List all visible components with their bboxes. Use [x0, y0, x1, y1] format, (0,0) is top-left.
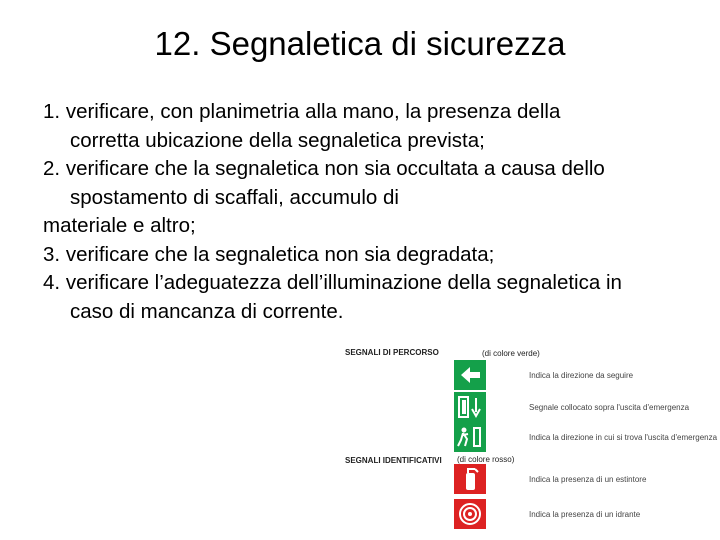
- item-text-continued: corretta ubicazione della segnaletica prevista;: [70, 128, 485, 152]
- group-title-identification-signs: SEGNALI IDENTIFICATIVI: [345, 456, 442, 465]
- sign-description: Indica la direzione da seguire: [529, 371, 634, 380]
- exit-direction-sign-icon: [454, 422, 486, 452]
- group-note-green: (di colore verde): [482, 349, 540, 358]
- item-number: 2.: [43, 157, 61, 180]
- item-number: 1.: [43, 100, 61, 123]
- sign-description: Indica la direzione in cui si trova l'uscita d'emergenza: [529, 433, 718, 442]
- instruction-list: [43, 98, 683, 326]
- item-text: verificare l’adeguatezza dell’illuminazione della segnaletica in: [65, 271, 622, 294]
- fire-hydrant-sign-icon: [454, 499, 486, 529]
- sign-description: Indica la presenza di un estintore: [529, 475, 647, 484]
- item-number: 3.: [43, 242, 61, 266]
- sign-description: Indica la presenza di un idrante: [529, 510, 641, 519]
- item-text: verificare, con planimetria alla mano, la presenza della: [65, 100, 561, 123]
- plain-line: materiale e altro;: [43, 214, 196, 237]
- emergency-exit-sign-icon: [454, 392, 486, 422]
- fire-extinguisher-sign-icon: [454, 464, 486, 494]
- item-text-continued: spostamento di scaffali, accumulo di: [70, 185, 399, 209]
- safety-signs-legend: [345, 344, 718, 534]
- arrow-left-sign-icon: [454, 360, 486, 390]
- slide-title: 12. Segnaletica di sicurezza: [154, 25, 566, 62]
- item-text-continued: caso di mancanza di corrente.: [70, 299, 344, 323]
- list-item: [43, 155, 683, 212]
- list-item: [43, 269, 683, 326]
- list-item: [43, 98, 683, 155]
- item-text: verificare che la segnaletica non sia degradata;: [65, 242, 495, 266]
- group-title-path-signs: SEGNALI DI PERCORSO: [345, 348, 439, 357]
- sign-description: Segnale collocato sopra l'uscita d'emergenza: [529, 403, 690, 412]
- group-note-red: (di colore rosso): [457, 455, 515, 464]
- item-number: 4.: [43, 271, 61, 294]
- item-text: verificare che la segnaletica non sia occultata a causa dello: [65, 157, 605, 180]
- list-item: [43, 241, 683, 270]
